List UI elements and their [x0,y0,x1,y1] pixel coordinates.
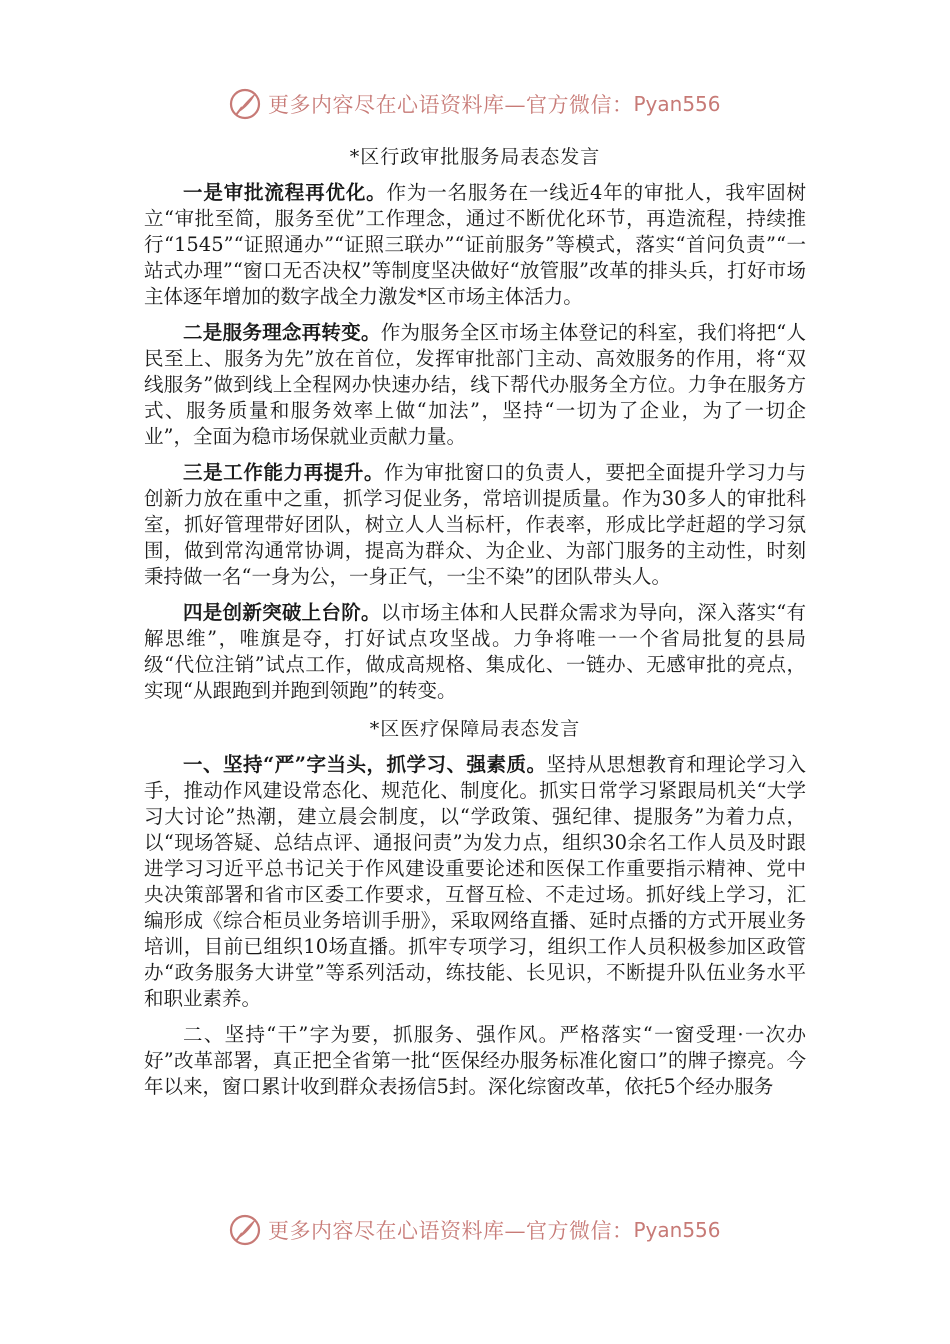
watermark-text: 更多内容尽在心语资料库—官方微信： [268,93,634,117]
paragraph-lead: 一、坚持“严”字当头，抓学习、强素质。 [183,753,547,776]
paragraph-approval-1 [144,180,806,310]
document-body [144,142,806,1110]
watermark-wechat-id: Pyan556 [633,1218,721,1242]
section-title-approval-bureau: *区行政审批服务局表态发言 [349,146,601,168]
feather-pen-logo-icon [228,1213,262,1247]
watermark-banner-bottom [228,1210,728,1250]
paragraph-medical-2 [144,1022,806,1100]
paragraph-approval-2 [144,320,806,450]
paragraph-lead: 三是工作能力再提升。 [183,461,385,484]
paragraph-approval-4 [144,600,806,704]
watermark-text: 更多内容尽在心语资料库—官方微信： [268,1219,634,1243]
paragraph-body: 以市场主体和人民群众需求为导向，深入落实“有解思维”，唯旗是夺，打好试点攻坚战。力争将唯一一个省局批复的县局级“代位注销”试点工作，做成高规格、集成化、一链办、无感审批的亮点，实现“从跟跑到并跑到领跑”的转变。 [144,601,806,702]
paragraph-body: 作为审批窗口的负责人，要把全面提升学习力与创新力放在重中之重，抓学习促业务，常培训提质量。作为30多人的审批科室，抓好管理带好团队，树立人人当标杆，作表率，形成比学赶超的学习氛围，做到常沟通常协调，提高为群众、为企业、为部门服务的主动性，时刻秉持做一名“一身为公，一身正气，一尘不染”的团队带头人。 [144,461,806,588]
paragraph-approval-3 [144,460,806,590]
paragraph-body: 坚持从思想教育和理论学习入手，推动作风建设常态化、规范化、制度化。抓实日常学习紧跟局机关“大学习大讨论”热潮，建立晨会制度，以“学政策、强纪律、提服务”为着力点，以“现场答疑、总结点评、通报问责”为发力点，组织30余名工作人员及时跟进学习习近平总书记关于作风建设重要论述和医保工作重要指示精神、党中央决策部署和省市区委工作要求，互督互检、不走过场。抓好线上学习，汇编形成《综合柜员业务培训手册》，采取网络直播、延时点播的方式开展业务培训，目前已组织10场直播。抓牢专项学习，组织工作人员积极参加区政管办“政务服务大讲堂”等系列活动，练技能、长见识，不断提升队伍业务水平和职业素养。 [144,753,806,1010]
paragraph-medical-1 [144,752,806,1012]
paragraph-body: 二、坚持“干”字为要，抓服务、强作风。严格落实“一窗受理·一次办好”改革部署，真正把全省第一批“医保经办服务标准化窗口”的牌子擦亮。今年以来，窗口累计收到群众表扬信5封。深化综窗改革，依托5个经办服务 [144,1023,806,1098]
paragraph-lead: 一是审批流程再优化。 [183,181,387,204]
section-title-medical-security-bureau: *区医疗保障局表态发言 [369,718,581,740]
feather-pen-logo-icon [228,87,262,121]
paragraph-body: 作为服务全区市场主体登记的科室，我们将把“人民至上、服务为先”放在首位，发挥审批部门主动、高效服务的作用，将“双线服务”做到线上全程网办快速办结，线下帮代办服务全方位。力争在服务方式、服务质量和服务效率上做“加法”，坚持“一切为了企业，为了一切企业”，全面为稳市场保就业贡献力量。 [144,321,806,448]
paragraph-lead: 二是服务理念再转变。 [183,321,381,344]
paragraph-lead: 四是创新突破上台阶。 [183,601,381,624]
paragraph-body: 作为一名服务在一线近4年的审批人，我牢固树立“审批至简，服务至优”工作理念，通过不断优化环节，再造流程，持续推行“1545”“证照通办”“证照三联办”“证前服务”等模式，落实“首问负责”“一站式办理”“窗口无否决权”等制度坚决做好“放管服”改革的排头兵，打好市场主体逐年增加的数字战全力激发*区市场主体活力。 [144,181,806,308]
watermark-wechat-id: Pyan556 [633,92,721,116]
watermark-banner-top [228,84,728,124]
